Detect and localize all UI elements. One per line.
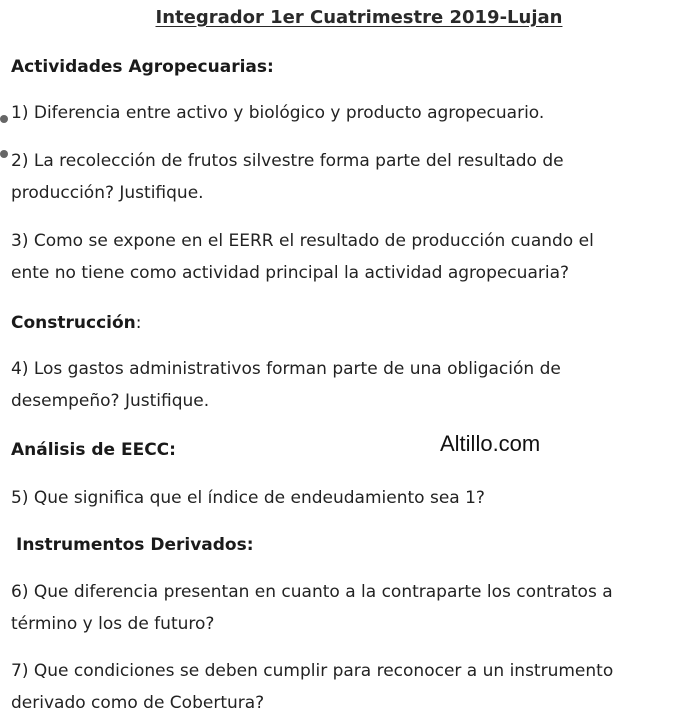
section-heading-text: Construcción <box>11 313 136 333</box>
question-5 <box>11 482 700 514</box>
question-line: desempeño? Justifique. <box>11 391 210 411</box>
question-line: derivado como de Cobertura? <box>11 693 265 713</box>
section-heading-derivados: Instrumentos Derivados: <box>16 535 254 555</box>
question-line: 4) Los gastos administrativos forman parte de una obligación de <box>11 359 561 379</box>
section-heading-construccion <box>11 313 142 333</box>
question-line: término y los de futuro? <box>11 614 215 634</box>
question-line: ente no tiene como actividad principal la actividad agropecuaria? <box>11 263 570 283</box>
watermark-text: Altillo.com <box>440 431 541 456</box>
bullet-dot-icon <box>0 150 8 158</box>
question-line: 7) Que condiciones se deben cumplir para reconocer a un instrumento <box>11 661 614 681</box>
question-line: 3) Como se expone en el EERR el resultado de producción cuando el <box>11 231 594 251</box>
question-4 <box>11 353 700 417</box>
question-7 <box>11 655 700 719</box>
section-heading-agropecuarias: Actividades Agropecuarias: <box>11 57 274 77</box>
bullet-dot-icon <box>0 115 8 123</box>
question-1 <box>11 97 700 129</box>
question-line: 6) Que diferencia presentan en cuanto a la contraparte los contratos a <box>11 582 613 602</box>
question-line: 1) Diferencia entre activo y biológico y producto agropecuario. <box>11 103 545 123</box>
question-6 <box>11 576 700 640</box>
document-title: Integrador 1er Cuatrimestre 2019-Lujan <box>155 7 563 28</box>
section-heading-colon: : <box>135 313 142 333</box>
question-3 <box>11 225 700 289</box>
question-2 <box>11 145 700 209</box>
question-line: 2) La recolección de frutos silvestre forma parte del resultado de <box>11 151 564 171</box>
question-line: producción? Justifique. <box>11 183 204 203</box>
question-line: 5) Que significa que el índice de endeudamiento sea 1? <box>11 488 485 508</box>
section-heading-eecc: Análisis de EECC: <box>11 440 176 460</box>
